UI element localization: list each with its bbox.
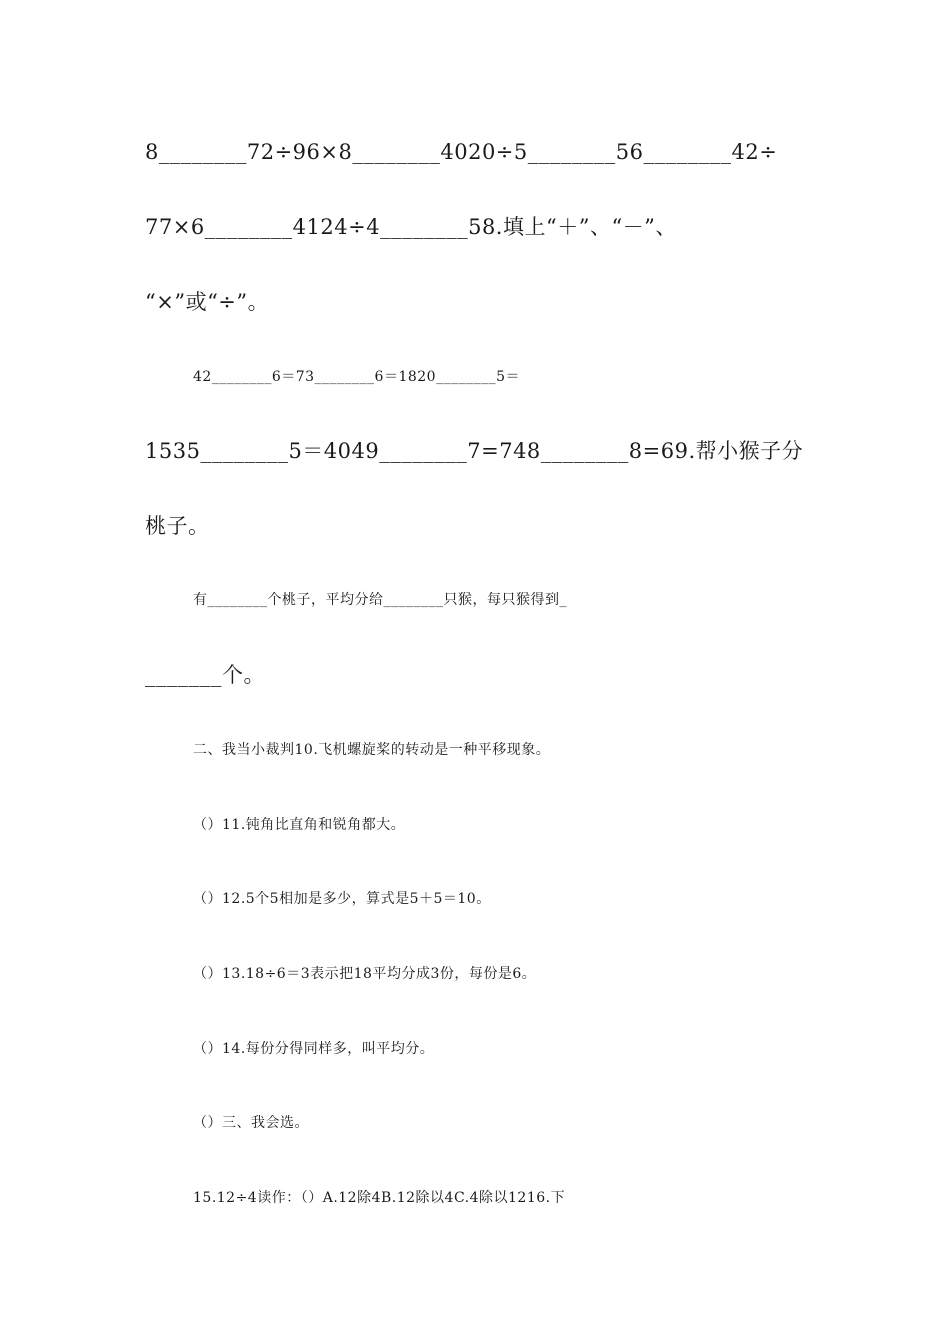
text-line-5: 1535________5＝4049________7=748________8=69.帮小猴子分 [145, 439, 804, 463]
question-13: （）13.18÷6＝3表示把18平均分成3份，每份是6。 [193, 966, 537, 982]
text-line-3: “×”或“÷”。 [145, 290, 270, 314]
text-line-2: 77×6________4124÷4________58.填上“＋”、“－”、 [145, 215, 677, 239]
question-12: （）12.5个5相加是多少，算式是5＋5＝10。 [193, 891, 491, 907]
section-heading-choose: （）三、我会选。 [193, 1115, 309, 1131]
section-heading-judge: 二、我当小裁判10.飞机螺旋桨的转动是一种平移现象。 [193, 742, 551, 758]
text-line-6: 桃子。 [145, 514, 210, 538]
text-line-4: 42________6＝73________6＝1820________5＝ [193, 369, 520, 385]
question-11: （）11.钝角比直角和锐角都大。 [193, 817, 406, 833]
text-line-1: 8________72÷96×8________4020÷5________56________42÷ [145, 140, 778, 164]
question-15: 15.12÷4读作：（）A.12除4B.12除以4C.4除以1216.下 [193, 1190, 566, 1206]
question-14: （）14.每份分得同样多，叫平均分。 [193, 1041, 435, 1057]
text-line-8: _______个。 [145, 663, 265, 687]
text-line-7: 有________个桃子，平均分给________只猴，每只猴得到_ [193, 592, 567, 608]
